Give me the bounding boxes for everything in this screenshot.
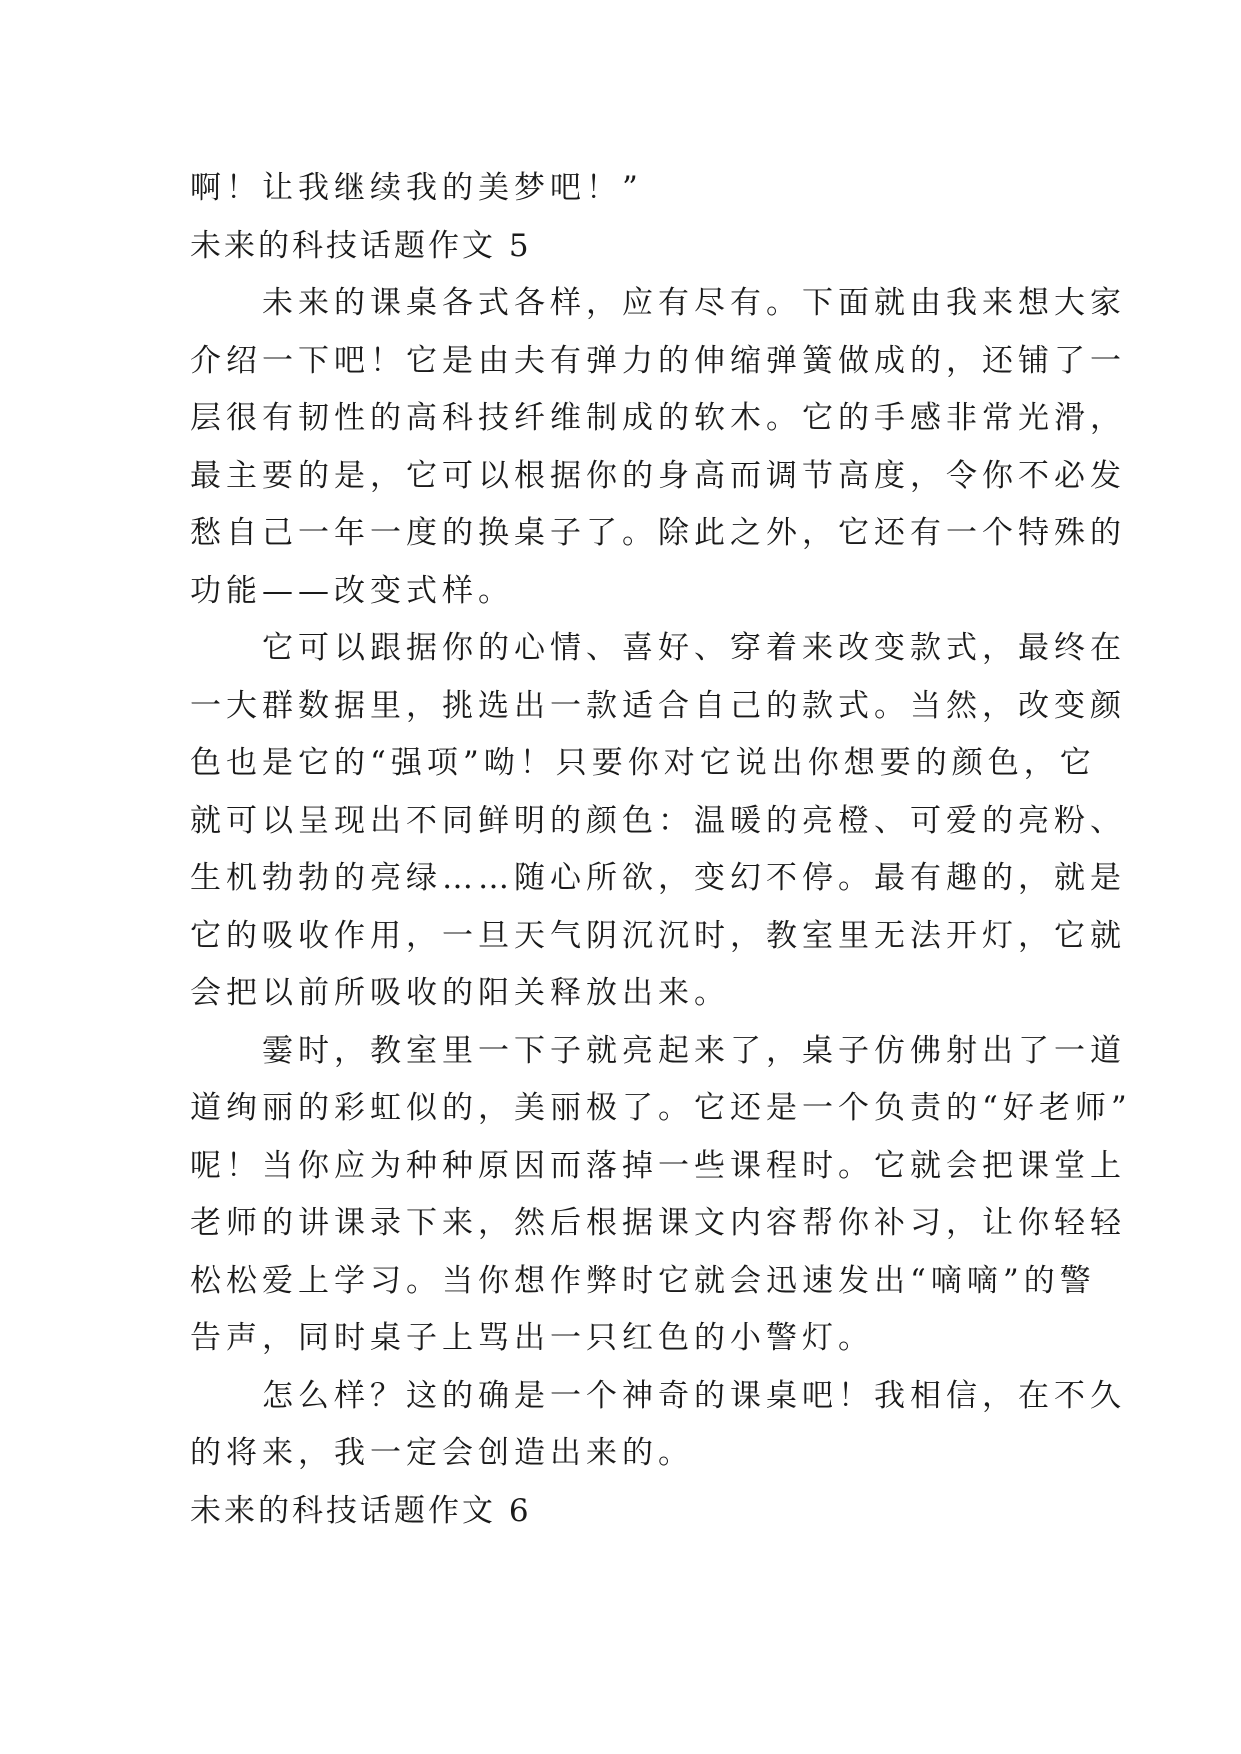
section-heading: 未来的科技话题作文 5 bbox=[190, 227, 532, 264]
paragraph-line: 呢！当你应为种种原因而落掉一些课程时。它就会把课堂上 bbox=[190, 1147, 1126, 1184]
document-page bbox=[190, 160, 1132, 1540]
paragraph-line: 功能——改变式样。 bbox=[190, 572, 514, 609]
paragraph-line: 就可以呈现出不同鲜明的颜色：温暖的亮橙、可爱的亮粉、 bbox=[190, 802, 1126, 839]
text-line: 啊！让我继续我的美梦吧！” bbox=[190, 170, 643, 206]
paragraph-line: 生机勃勃的亮绿……随心所欲，变幻不停。最有趣的，就是 bbox=[190, 860, 1126, 896]
paragraph-line: 一大群数据里，挑选出一款适合自己的款式。当然，改变颜 bbox=[190, 687, 1126, 724]
paragraph-line: 怎么样？这的确是一个神奇的课桌吧！我相信，在不久 bbox=[190, 1377, 1126, 1414]
paragraph-line: 老师的讲课录下来，然后根据课文内容帮你补习，让你轻轻 bbox=[190, 1205, 1126, 1241]
section-heading: 未来的科技话题作文 6 bbox=[190, 1492, 532, 1529]
paragraph-line: 愁自己一年一度的换桌子了。除此之外，它还有一个特殊的 bbox=[190, 515, 1126, 551]
paragraph-line: 告声，同时桌子上骂出一只红色的小警灯。 bbox=[190, 1320, 874, 1356]
paragraph-line: 道绚丽的彩虹似的，美丽极了。它还是一个负责的“好老师” bbox=[190, 1090, 1132, 1126]
paragraph-line: 霎时，教室里一下子就亮起来了，桌子仿佛射出了一道 bbox=[190, 1032, 1126, 1069]
paragraph-line: 松松爱上学习。当你想作弊时它就会迅速发出“嘀嘀”的警 bbox=[190, 1262, 1096, 1299]
paragraph-line: 层很有韧性的高科技纤维制成的软木。它的手感非常光滑， bbox=[190, 400, 1126, 436]
paragraph-line: 最主要的是，它可以根据你的身高而调节高度，令你不必发 bbox=[190, 457, 1126, 494]
paragraph-line: 色也是它的“强项”呦！只要你对它说出你想要的颜色，它 bbox=[190, 745, 1096, 781]
paragraph-line: 会把以前所吸收的阳关释放出来。 bbox=[190, 975, 730, 1011]
paragraph-line: 未来的课桌各式各样，应有尽有。下面就由我来想大家 bbox=[190, 285, 1126, 321]
paragraph-line: 介绍一下吧！它是由夫有弹力的伸缩弹簧做成的，还铺了一 bbox=[190, 342, 1126, 379]
paragraph-line: 的将来，我一定会创造出来的。 bbox=[190, 1435, 694, 1471]
paragraph-line: 它的吸收作用，一旦天气阴沉沉时，教室里无法开灯，它就 bbox=[190, 917, 1126, 954]
paragraph-line: 它可以跟据你的心情、喜好、穿着来改变款式，最终在 bbox=[190, 630, 1126, 666]
